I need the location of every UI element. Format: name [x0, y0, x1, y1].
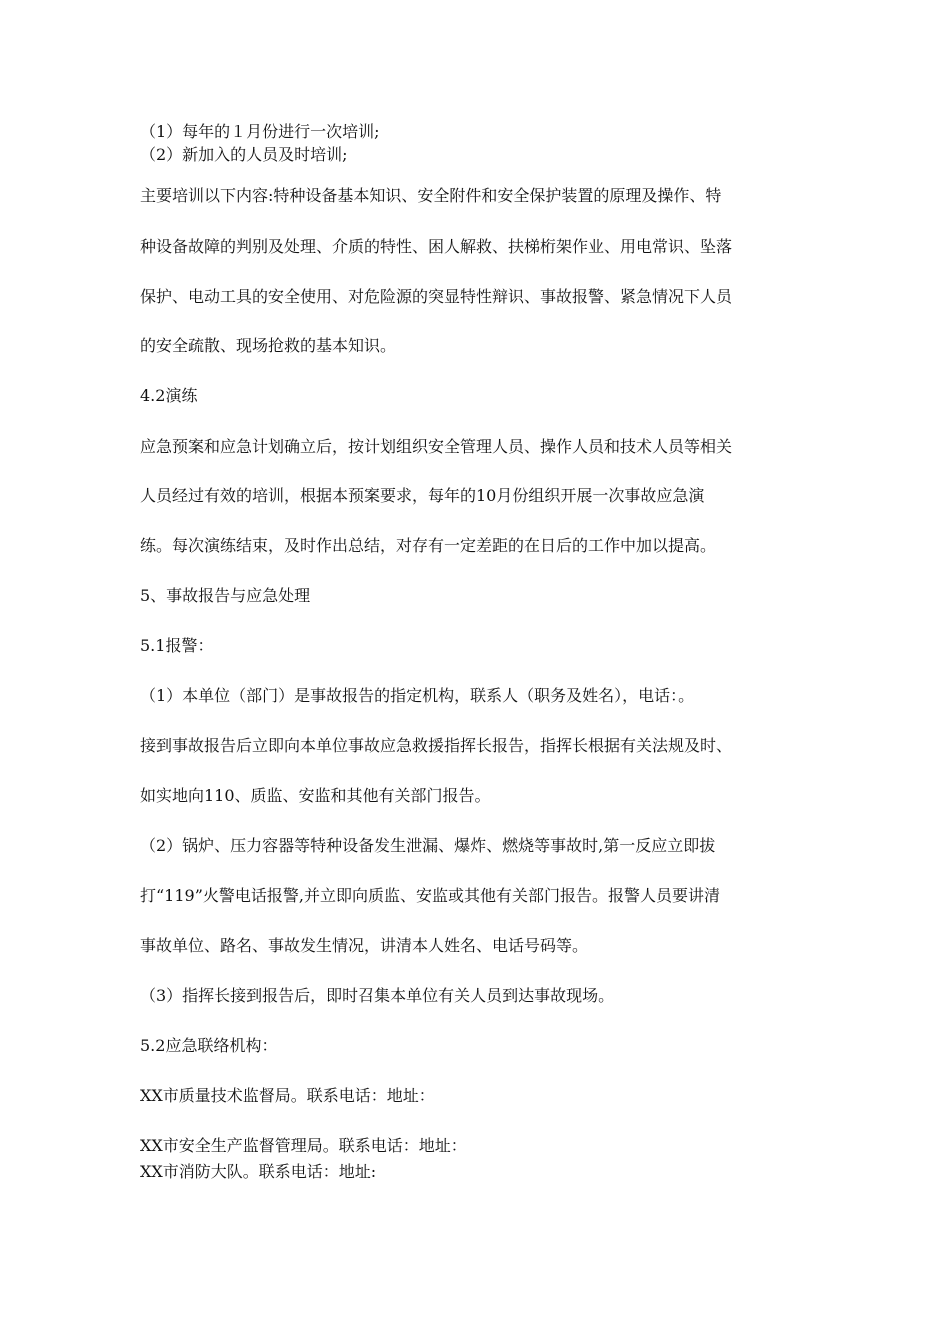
- contact-fire-brigade: XX市消防大队。联系电话：地址:: [140, 1162, 377, 1181]
- training-schedule-item-1: （1）每年的１月份进行一次培训;: [140, 122, 380, 141]
- alarm-item-3: （3）指挥长接到报告后，即时召集本单位有关人员到达事故现场。: [140, 986, 615, 1005]
- alarm-item-2-line-3: 事故单位、路名、事故发生情况，讲清本人姓名、电话号码等。: [140, 936, 589, 955]
- alarm-item-1-line-3: 如实地向110、质监、安监和其他有关部门报告。: [140, 786, 491, 805]
- alarm-item-2: （2）锅炉、压力容器等特种设备发生泄漏、爆炸、燃烧等事故时,第一反应立即拔: [140, 836, 716, 855]
- section-heading-drill: 4.2演练: [140, 386, 198, 405]
- contact-quality-bureau: XX市质量技术监督局。联系电话：地址：: [140, 1086, 435, 1105]
- drill-paragraph-line-3: 练。每次演练结束，及时作出总结，对存有一定差距的在日后的工作中加以提高。: [140, 536, 717, 555]
- drill-paragraph-line-2: 人员经过有效的培训，根据本预案要求，每年的10月份组织开展一次事故应急演: [140, 486, 705, 505]
- training-content-line-1: 主要培训以下内容:特种设备基本知识、安全附件和安全保护装置的原理及操作、特: [140, 186, 722, 205]
- training-content-line-2: 种设备故障的判别及处理、介质的特性、困人解救、扶梯桁架作业、用电常识、坠落: [140, 237, 733, 256]
- training-schedule-item-2: （2）新加入的人员及时培训;: [140, 145, 348, 164]
- alarm-item-2-line-2: 打“119”火警电话报警,并立即向质监、安监或其他有关部门报告。报警人员要讲清: [140, 886, 720, 905]
- section-heading-emergency-contacts: 5.2应急联络机构：: [140, 1036, 278, 1055]
- alarm-item-1: （1）本单位（部门）是事故报告的指定机构，联系人（职务及姓名），电话：。: [140, 686, 695, 705]
- contact-safety-bureau: XX市安全生产监督管理局。联系电话：地址：: [140, 1136, 467, 1155]
- drill-paragraph-line-1: 应急预案和应急计划确立后，按计划组织安全管理人员、操作人员和技术人员等相关: [140, 437, 733, 456]
- training-content-line-3: 保护、电动工具的安全使用、对危险源的突显特性辩识、事故报警、紧急情况下人员: [140, 287, 733, 306]
- training-content-line-4: 的安全疏散、现场抢救的基本知识。: [140, 336, 397, 355]
- section-heading-alarm: 5.1报警：: [140, 636, 214, 655]
- section-heading-accident-report: 5、事故报告与应急处理: [140, 586, 311, 605]
- alarm-item-1-line-2: 接到事故报告后立即向本单位事故应急救援指挥长报告，指挥长根据有关法规及时、: [140, 736, 733, 755]
